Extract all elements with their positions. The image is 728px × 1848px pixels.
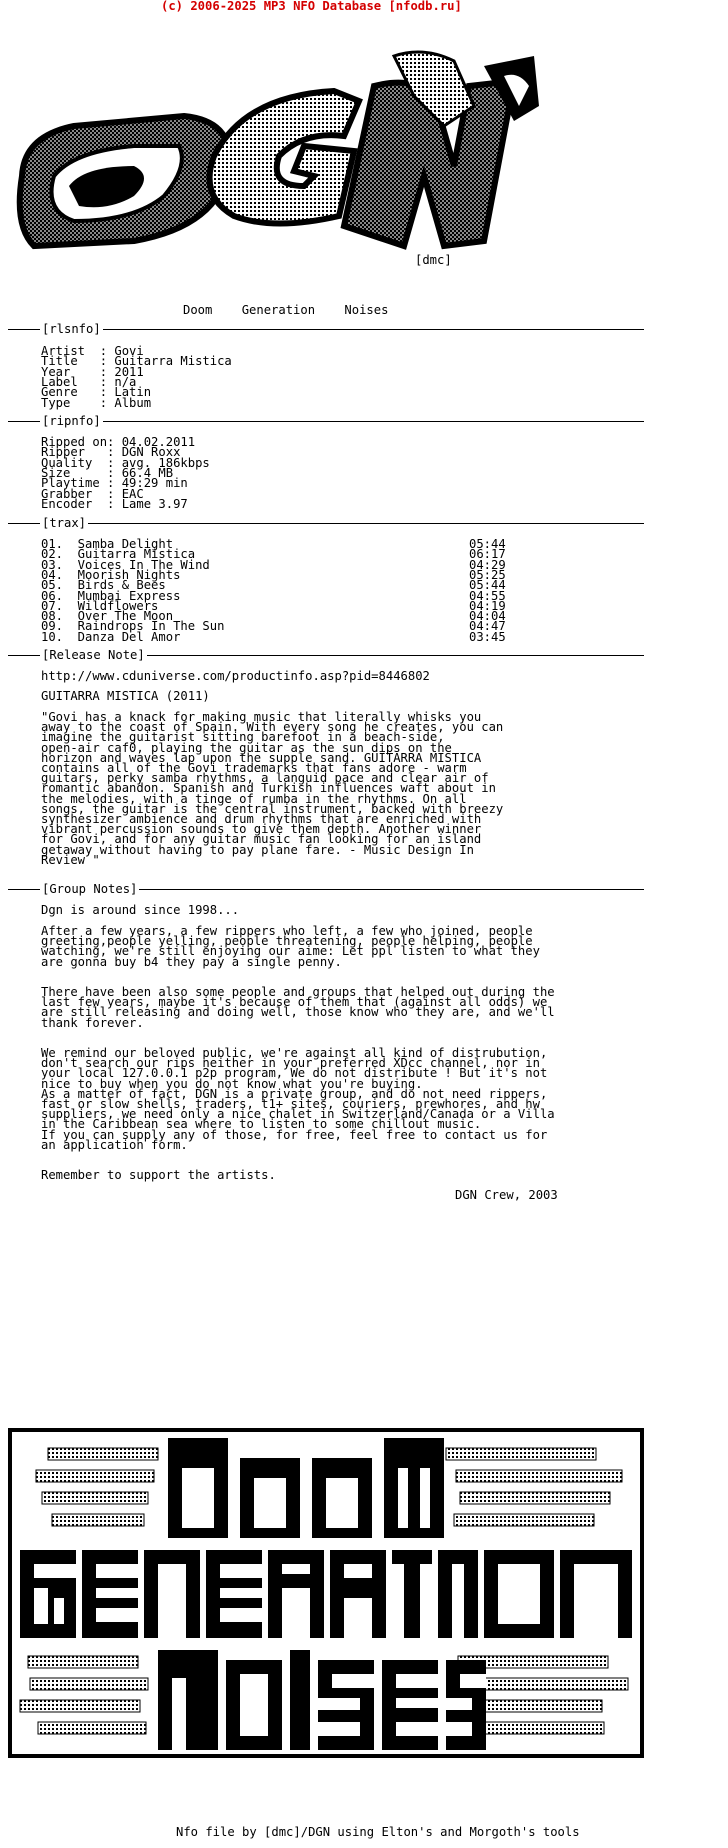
group-notes-line: There have been also some people and groups that helped out during the [41, 985, 555, 999]
track-time: 05:25 [469, 567, 506, 582]
release-note-line: imagine the guitarist sitting barefoot in a beach-side, [41, 730, 445, 745]
track-time: 06:17 [469, 547, 506, 562]
release-note-line: vibrant percussion sounds to give them depth. Another winner [41, 822, 482, 837]
doom-generation-noises-logo [8, 1428, 644, 1758]
group-notes-line: don't search our rips neither in your preferred XDcc channel, nor in [41, 1056, 540, 1071]
ripnfo-row: Quality : avg. 186kbps [41, 455, 210, 470]
group-notes-line: nice to buy when you do not know what you're buying. [41, 1076, 423, 1091]
ripnfo-row: Playtime : 49:29 min [41, 476, 188, 491]
group-notes-line: After a few years, a few rippers who left, a few who joined, people [41, 924, 533, 938]
release-note-line: guitars, perky samba rhythms, a languid pace and clear air of [41, 771, 489, 786]
release-note-line: horizon and waves lap upon the supple sand. GUITARRA MISTICA [41, 750, 482, 765]
group-notes-line: your local 127.0.0.1 p2p program, We do not distribute ! But it's not [41, 1066, 548, 1081]
release-url: http://www.cduniverse.com/productinfo.asp?pid=8446802 [41, 669, 430, 683]
track-title: 05. Birds & Bees [41, 578, 166, 593]
group-notes-line: in the Caribbean sea where to listen to some chillout music. [41, 1117, 482, 1132]
track-time: 04:29 [469, 557, 506, 572]
section-trax: [trax] [8, 517, 644, 529]
track-time: 04:19 [469, 598, 506, 613]
group-notes-line: last few years, maybe it's because of them that (against all odds) we [41, 995, 548, 1010]
release-heading: GUITARRA MISTICA (2011) [41, 689, 210, 703]
nfo-footer: Nfo file by [dmc]/DGN using Elton's and Morgoth's tools [176, 1825, 580, 1839]
track-time: 03:45 [469, 629, 506, 644]
track-title: 07. Wildflowers [41, 598, 159, 613]
rlsnfo-row: Genre : Latin [41, 385, 152, 400]
release-note-line: contains all of the Govi trademarks that fans adore - warm [41, 761, 467, 775]
ripnfo-row: Ripper : DGN Roxx [41, 445, 181, 460]
group-notes-line: As a matter of fact, DGN is a private group, and do not need rippers, [41, 1086, 548, 1101]
release-note-line: open-air caf0, playing the guitar as the sun dips on the [41, 740, 452, 755]
ripnfo-row: Grabber : EAC [41, 486, 144, 501]
track-title: 10. Danza Del Amor [41, 629, 181, 644]
release-note-line: synthesizer ambience and drum rhythms that are enriched with [41, 812, 482, 826]
ripnfo-row: Ripped on: 04.02.2011 [41, 435, 196, 449]
release-note-line: the melodies, with a tinge of rumba in the rhythms. On all [41, 791, 467, 806]
rlsnfo-row: Year : 2011 [41, 364, 144, 379]
group-notes-line: are still releasing and doing well, those know who they are, and we'll [41, 1005, 555, 1020]
bottom-logo-art [8, 1428, 644, 1758]
section-ripnfo: [ripnfo] [8, 415, 644, 427]
group-notes-line: are gonna buy b4 they pay a single penny. [41, 954, 342, 969]
rlsnfo-row: Label : n/a [41, 374, 137, 389]
group-notes-line: If you can supply any of those, for free, feel free to contact us for [41, 1127, 548, 1142]
group-notes-line: an application form. [41, 1137, 188, 1152]
section-rlsnfo: [rlsnfo] [8, 323, 644, 335]
group-notes-line: watching, we're still enjoying our aime: Let ppl listen to what they [41, 944, 540, 959]
dgn-ascii-logo [14, 26, 554, 296]
track-title: 04. Moorish Nights [41, 567, 181, 582]
group-notes-line: We remind our beloved public, we're against all kind of distrubution, [41, 1046, 548, 1060]
track-time: 05:44 [469, 578, 506, 593]
track-time: 04:04 [469, 609, 506, 624]
rlsnfo-row: Type : Album [41, 395, 152, 410]
track-time: 04:55 [469, 588, 506, 603]
release-note-line: Review " [41, 852, 100, 867]
ripnfo-row: Encoder : Lame 3.97 [41, 496, 188, 511]
ripnfo-row: Size : 66.4 MB [41, 465, 174, 480]
signature: DGN Crew, 2003 [455, 1188, 558, 1202]
release-note-line: getaway without having to pay plane fare. - Music Design In [41, 842, 474, 857]
section-group-notes: [Group Notes] [8, 883, 644, 895]
release-note-line: away to the coast of Spain. With every song he creates, you can [41, 720, 504, 735]
group-notes-line: Remember to support the artists. [41, 1168, 276, 1182]
release-note-line: for Govi, and for any guitar music fan looking for an island [41, 832, 482, 847]
group-title: Doom Generation Noises [183, 303, 389, 317]
rlsnfo-row: Artist : Govi [41, 344, 144, 358]
track-time: 05:44 [469, 537, 506, 551]
release-note-line: songs, the guitar is the central instrument, backed with breezy [41, 801, 504, 816]
copyright-header: (c) 2006-2025 MP3 NFO Database [nfodb.ru] [161, 0, 462, 13]
group-notes-line: Dgn is around since 1998... [41, 903, 240, 917]
track-title: 01. Samba Delight [41, 537, 174, 551]
group-notes-line: thank forever. [41, 1015, 144, 1030]
group-notes-line: suppliers, we need only a nice chalet in Switzerland/Canada or a Villa [41, 1107, 555, 1122]
track-title: 09. Raindrops In The Sun [41, 619, 225, 634]
logo-credit: [dmc] [415, 253, 452, 267]
track-title: 08. Over The Moon [41, 609, 174, 624]
track-title: 06. Mumbai Express [41, 588, 181, 603]
release-note-line: romantic abandon. Spanish and Turkish influences waft about in [41, 781, 496, 796]
group-notes-line: fast or slow shells, traders, t1+ sites, couriers, prewhores, and hw [41, 1097, 540, 1111]
track-title: 03. Voices In The Wind [41, 557, 210, 572]
track-title: 02. Guitarra Mistica [41, 547, 196, 562]
track-time: 04:47 [469, 619, 506, 634]
group-notes-line: greeting,people yelling, people threatening, people helping, people [41, 934, 533, 949]
release-note-line: "Govi has a knack for making music that literally whisks you [41, 710, 482, 724]
rlsnfo-row: Title : Guitarra Mistica [41, 354, 232, 369]
section-release-note: [Release Note] [8, 649, 644, 661]
